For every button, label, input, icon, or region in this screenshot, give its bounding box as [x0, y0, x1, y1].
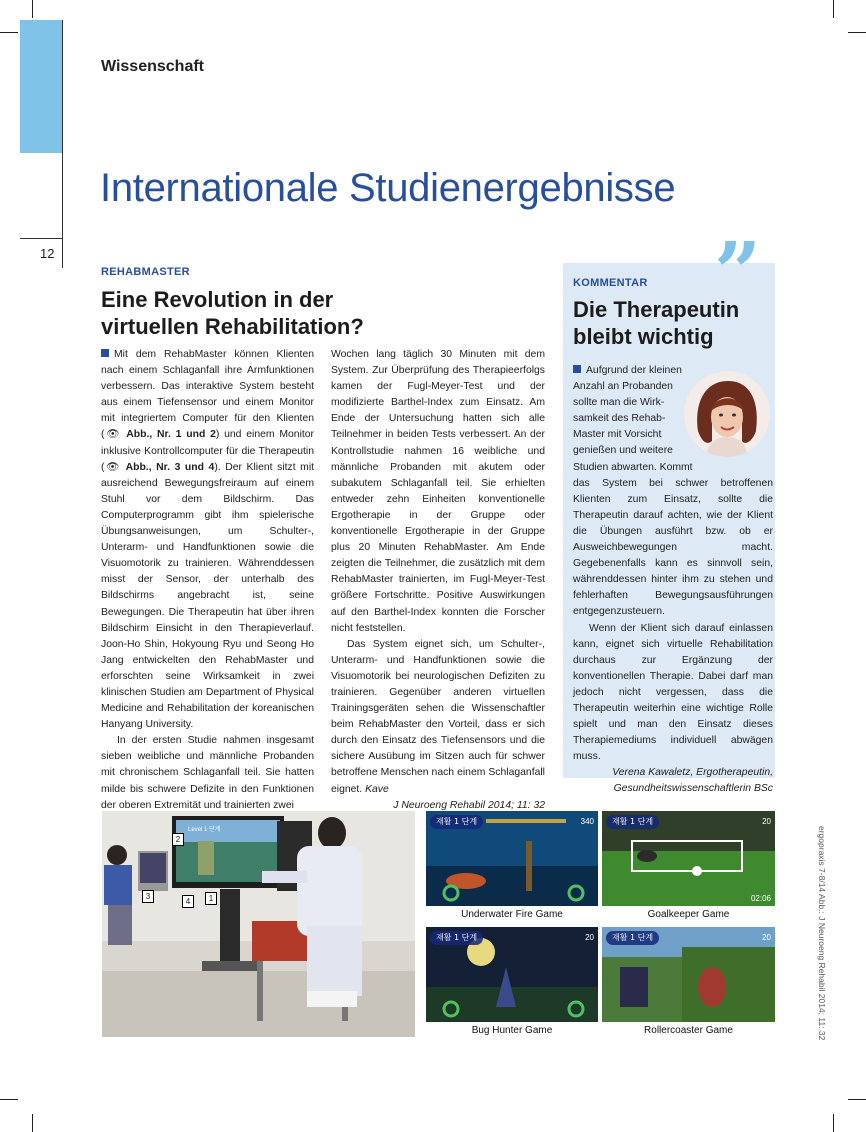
crop-mark	[0, 1099, 18, 1100]
game-screenshot-underwater	[426, 811, 598, 906]
photo-marker: 4	[182, 895, 194, 908]
rehabmaster-photo	[102, 811, 415, 1037]
comment-wrap-text	[573, 363, 773, 476]
photo-marker: 1	[205, 892, 217, 905]
game-caption: Bug Hunter Game	[471, 1025, 553, 1036]
crop-mark	[833, 0, 834, 18]
paragraph: In der ersten Studie nahmen insgesamt sieben weibliche und männliche Probanden mit chronischem Schlaganfall teil. Sie hatten milde bis schwere Defizite in den Funktionen der oberen Extremität und trainierten zwei	[101, 735, 314, 811]
text-line: Studien abwarten. Kommt	[573, 461, 693, 473]
game-caption: Goalkeeper Game	[647, 909, 730, 920]
crop-mark	[32, 0, 33, 18]
paragraph: Wenn der Klient sich darauf einlassen kann, eignet sich virtuelle Rehabilitation durchaus zur Ergänzung der konventionellen Therapie. Dabei darf man jedoch nicht vergessen, dass die Therapeutin weiterhin eine wichtige Rolle spielt und man den Einsatz dieses Therapiemediums individuell abwägen muss.	[573, 622, 773, 763]
eye-icon: 👁	[104, 461, 126, 473]
figure-reference[interactable]: Abb., Nr. 3 und 4	[125, 461, 215, 473]
article-kicker: REHABMASTER	[101, 266, 190, 278]
game-hud-label: 재활 1 단계	[606, 931, 659, 945]
section-color-bar	[20, 20, 62, 153]
sidebar-citation-text: ergopraxis 7-8/14 Abb.: J Neuroeng Rehabil 2014; 11: 32	[817, 826, 827, 1041]
text-line: genießen und weitere	[573, 445, 673, 457]
crop-mark	[0, 32, 18, 33]
comment-headline	[573, 296, 773, 350]
author-initial: Kave	[365, 783, 389, 795]
text: ). Der Klient sitzt mit ausreichend Bewegungsfreiraum auf einem Stuhl vor dem Bildschirm. Das Computerprogramm gibt ihm spielerische Übungsanweisungen, um Schulter-, Unterarm- und Handfunktionen sowie die Visuomotorik zu trainieren. Währenddessen misst der Sensor, der unterhalb des Bildschirms angebracht ist, seine Bewegungen. Die Therapeutin hat über ihren Bildschirm Einsicht in den Therapieverlauf. Joon-Ho Shin, Hokyoung Ryu und Seong Ho Jang entwickelten den RehabMaster und erforschten seine Wirksamkeit in zwei klinischen Studien am Department of Physical Medicine and Rehabilitation der koreanischen Hanyang University.	[101, 461, 315, 731]
game-screenshot-rollercoaster	[602, 927, 775, 1022]
text: Mit dem RehabMaster können Klienten nach einem Schlaganfall ihre Armfunktionen verbessern. Das interaktive System besteht aus einem Tiefensensor und einem Monitor mit integriertem Computer für den Klienten (	[101, 349, 314, 441]
text-line: samkeit des Rehab-	[573, 413, 666, 425]
game-timer: 02:06	[750, 894, 771, 903]
signature: Gesundheitswissenschaftlerin BSc	[613, 783, 773, 795]
bullet-square-icon	[101, 349, 109, 357]
text-line: sollte man die Wirk-	[573, 397, 665, 409]
figure-reference[interactable]: Abb., Nr. 1 und 2	[126, 429, 216, 441]
game-score: 20	[585, 933, 594, 942]
sidebar-citation	[815, 826, 829, 1046]
article-headline	[101, 286, 541, 340]
comment-headline-line: bleibt wichtig	[573, 324, 714, 349]
paragraph	[331, 637, 545, 798]
page-number: 12	[40, 246, 55, 261]
article-column-1	[101, 347, 314, 814]
page-divider-vertical	[62, 20, 63, 268]
game-screenshot-bughunter	[426, 927, 598, 1022]
article-column-2	[331, 347, 545, 814]
photo-marker: 3	[142, 890, 154, 903]
game-caption: Underwater Fire Game	[461, 909, 563, 920]
signature: Verena Kawaletz, Ergotherapeutin,	[612, 767, 773, 779]
monitor-text: Level 1 단계	[188, 827, 221, 833]
article-headline-line: Eine Revolution in der	[101, 287, 334, 312]
crop-mark	[848, 1099, 866, 1100]
comment-kicker: KOMMENTAR	[573, 277, 648, 289]
game-hud-label: 재활 1 단계	[430, 931, 483, 945]
citation: J Neuroeng Rehabil 2014; 11: 32	[393, 799, 545, 811]
text: Das System eignet sich, um Schulter-, Unterarm- und Handfunktionen sowie die Visuomotorik bei neurologischen Defiziten zu trainieren. Gegenüber anderen virtuellen Trainingsgeräten sehen die Wissenschaftler beim RehabMaster den Vorteil, dass er sich durch den Einsatz des Tiefensensors und die sichere Ausübung im Sitzen auch für schwer betroffene Menschen nach einem Schlaganfall eignet.	[331, 638, 545, 795]
game-hud-label: 재활 1 단계	[606, 815, 659, 829]
crop-mark	[32, 1114, 33, 1132]
article-headline-line: virtuellen Rehabilitation?	[101, 314, 364, 339]
game-hud-label: 재활 1 단계	[430, 815, 483, 829]
quote-mark-icon: ”	[714, 225, 762, 321]
text-line: Anzahl an Probanden	[573, 381, 673, 393]
crop-mark	[848, 32, 866, 33]
paragraph: das System bei schwer betroffenen Klienten zum Einsatz, sollte die Therapeutin darauf achten, wie der Klient die Übungen ausführt bzw. ob er Ausweichbewegungen macht. Gegebenenfalls kann es sinnvoll sein, währenddessen hinter ihm zu stehen und fehlerhaften Bewegungsausführungen entgegenzusteuern.	[573, 477, 773, 618]
section-label: Wissenschaft	[101, 58, 204, 75]
text-line: Aufgrund der kleinen	[586, 365, 682, 376]
page-divider	[20, 238, 62, 239]
bullet-square-icon	[573, 365, 581, 373]
game-screenshot-goalkeeper	[602, 811, 775, 906]
comment-headline-line: Die Therapeutin	[573, 297, 740, 322]
paragraph	[101, 347, 314, 733]
game-score: 20	[762, 933, 771, 942]
crop-mark	[833, 1114, 834, 1132]
game-caption: Rollercoaster Game	[644, 1025, 733, 1036]
text-line: Master mit Vorsicht	[573, 429, 662, 441]
text: ) und einem Monitor inklusive Kontrollcomputer für die Therapeutin (	[101, 429, 314, 473]
comment-body	[573, 363, 773, 798]
game-score: 20	[762, 817, 771, 826]
photo-marker: 2	[172, 833, 184, 846]
eye-icon: 👁	[104, 429, 127, 441]
page-title: Internationale Studienergebnisse	[100, 166, 676, 210]
paragraph: Wochen lang täglich 30 Minuten mit dem System. Zur Überprüfung des Therapieerfolgs kamen der Fugl-Meyer-Test und der modifizierte Barthel-Index zum Einsatz. Am Ende der Untersuchung hatten sich alle Teilnehmer in beiden Tests verbessert. An der Kontrollstudie nahmen 16 weibliche und männliche Probanden mit akutem oder subakutem Schlaganfall teil. Sie erhielten entweder zehn Einheiten konventionelle Ergotherapie in der Gruppe oder konventionelle Ergotherapie in der Gruppe plus 20 Minuten RehabMaster. Am Ende zeigten die Teilnehmer, die zusätzlich mit dem RehabMaster trainierten, im Fugl-Meyer-Test größere Fortschritte. Positive Auswirkungen auf den Barthel-Index konnten die Forscher nicht feststellen.	[331, 349, 545, 634]
game-score: 340	[580, 817, 594, 826]
